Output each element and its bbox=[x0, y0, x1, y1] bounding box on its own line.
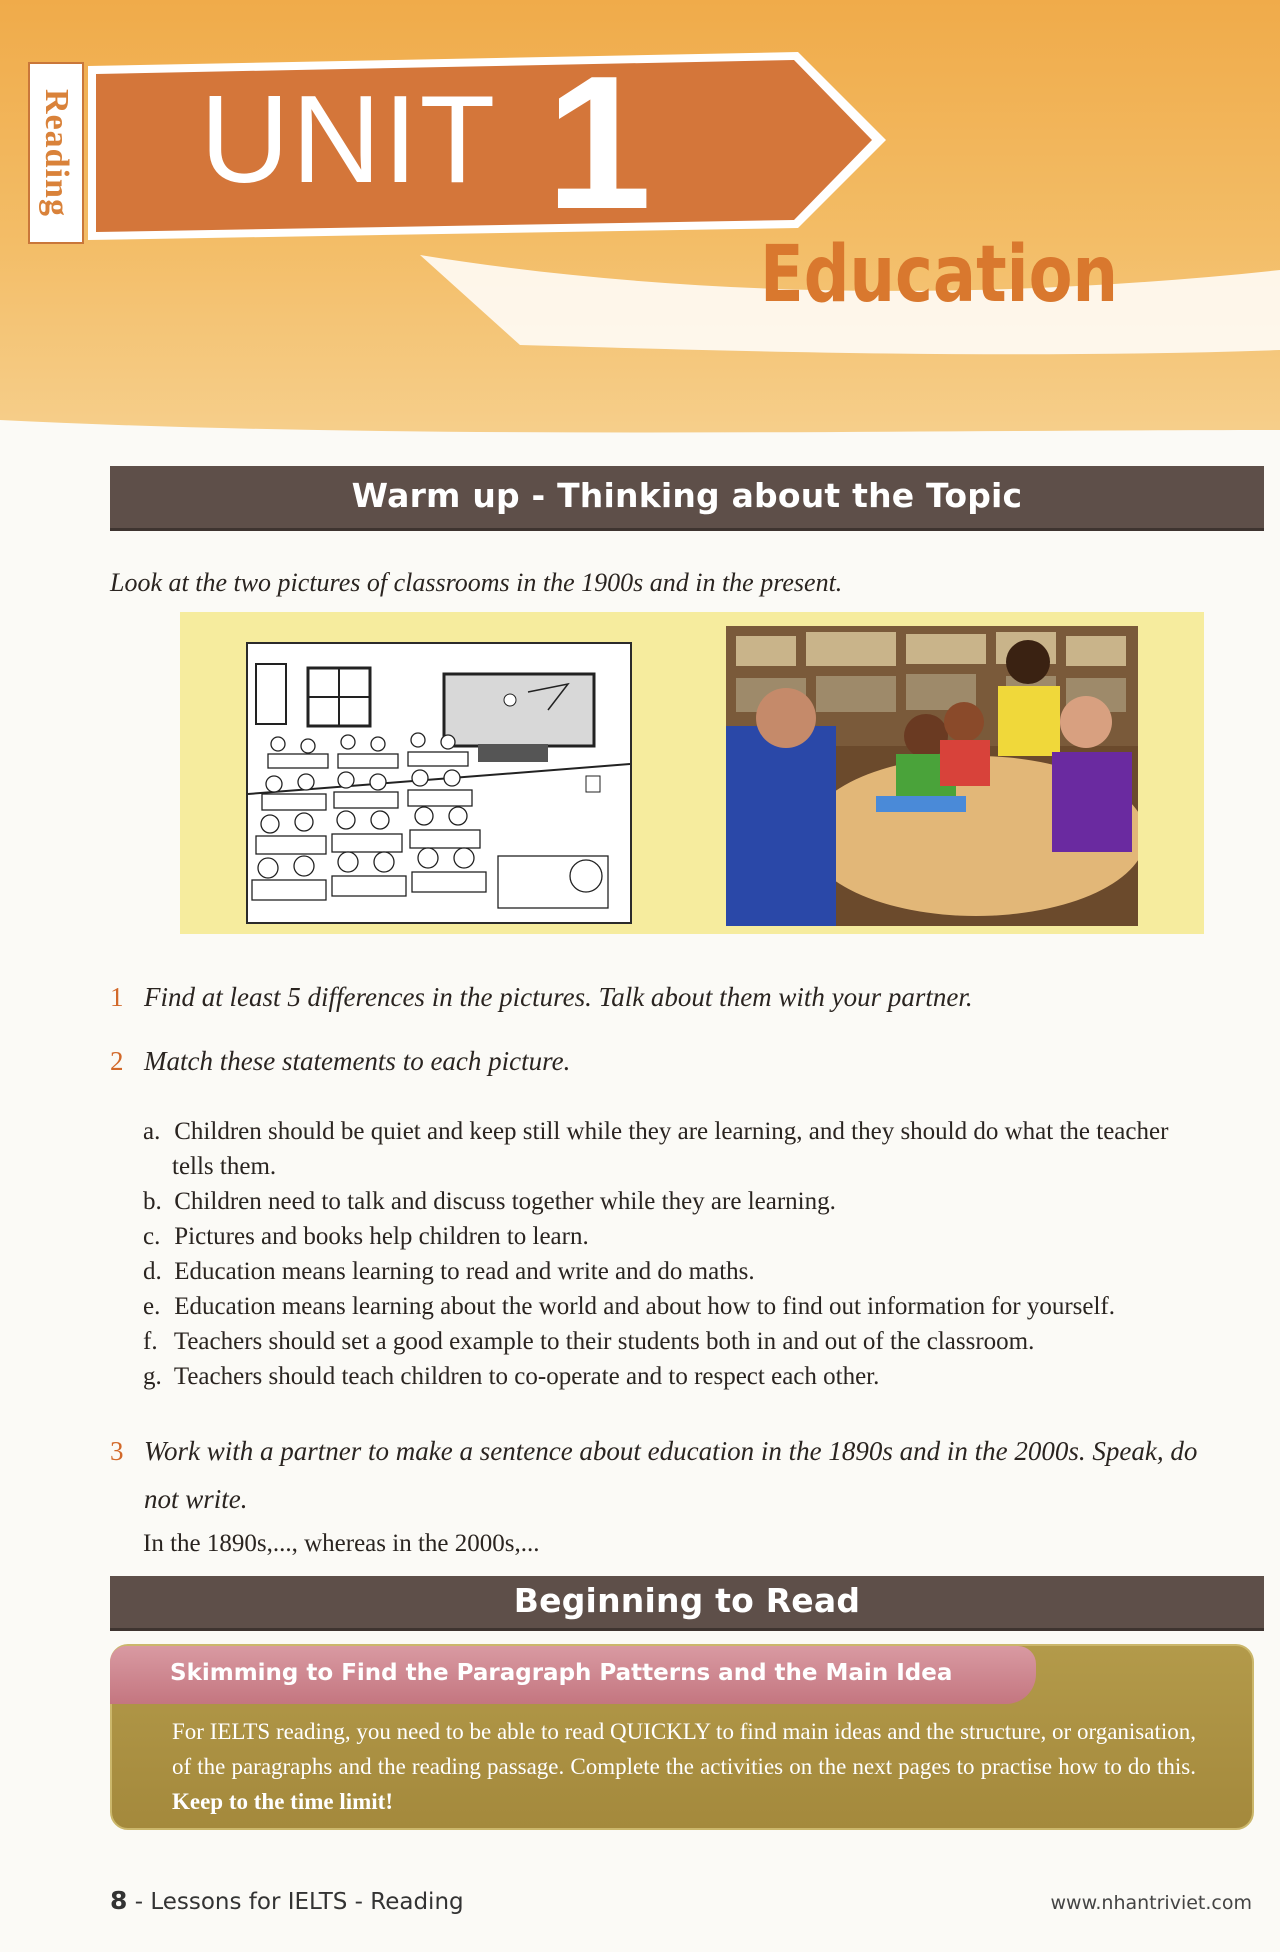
statement-letter: d. bbox=[143, 1258, 162, 1285]
skimming-tip-body bbox=[172, 1714, 1196, 1819]
skimming-tip-title: Skimming to Find the Paragraph Patterns and the Main Idea bbox=[170, 1660, 953, 1686]
question-1 bbox=[110, 982, 973, 1013]
statement-text: Pictures and books help children to learn. bbox=[174, 1223, 589, 1250]
question-text: Work with a partner to make a sentence about education in the 1890s and in the 2000s. Speak, do bbox=[144, 1436, 1198, 1466]
statement-item bbox=[143, 1324, 1233, 1359]
statement-text: Education means learning about the world and about how to find out information for yourself. bbox=[174, 1293, 1115, 1320]
unit-number: 1 bbox=[546, 37, 652, 249]
statement-list bbox=[143, 1114, 1233, 1394]
classroom-present-photo bbox=[726, 626, 1138, 926]
beginning-heading: Beginning to Read bbox=[513, 1581, 861, 1620]
question-number: 3 bbox=[110, 1436, 124, 1466]
statement-text: Teachers should teach children to co-operate and to respect each other. bbox=[173, 1363, 880, 1390]
statement-item bbox=[143, 1114, 1233, 1184]
question-3 bbox=[110, 1436, 1197, 1467]
beginning-heading-bar bbox=[110, 1576, 1264, 1631]
statement-item bbox=[143, 1359, 1233, 1394]
statement-text-continued: tells them. bbox=[172, 1153, 277, 1180]
skimming-tip-header bbox=[110, 1646, 1036, 1704]
statement-item bbox=[143, 1289, 1233, 1324]
statement-item bbox=[143, 1219, 1233, 1254]
question-3-continued bbox=[144, 1484, 248, 1515]
statement-text: Teachers should set a good example to their students both in and out of the classroom. bbox=[173, 1328, 1035, 1355]
question-number: 1 bbox=[110, 982, 124, 1012]
statement-text: Children should be quiet and keep still while they are learning, and they should do what the teacher bbox=[174, 1118, 1169, 1145]
book-title: - Lessons for IELTS - Reading bbox=[127, 1889, 464, 1915]
classroom-1900s-picture bbox=[246, 642, 632, 924]
warmup-heading: Warm up - Thinking about the Topic bbox=[351, 476, 1023, 515]
statement-letter: e. bbox=[143, 1293, 161, 1320]
statement-text: Education means learning to read and write and do maths. bbox=[174, 1258, 755, 1285]
question-text-continued: not write. bbox=[144, 1484, 248, 1514]
reading-tab-label: Reading bbox=[38, 89, 75, 217]
page-number: 8 bbox=[110, 1886, 128, 1915]
question-2 bbox=[110, 1046, 570, 1077]
warmup-intro: Look at the two pictures of classrooms in the 1900s and in the present. bbox=[110, 568, 843, 597]
skimming-tip-emphasis: Keep to the time limit! bbox=[172, 1789, 393, 1814]
statement-letter: f. bbox=[143, 1328, 158, 1355]
question-number: 2 bbox=[110, 1046, 124, 1076]
skimming-tip-text: For IELTS reading, you need to be able to read QUICKLY to find main ideas and the structure, or organisation, of the paragraphs and the reading passage. Complete the activities on the next pages to practise how to do this. bbox=[172, 1719, 1196, 1779]
statement-text: Children need to talk and discuss together while they are learning. bbox=[174, 1188, 836, 1215]
statement-item bbox=[143, 1254, 1233, 1289]
reading-section-tab bbox=[28, 62, 84, 244]
unit-label: UNIT bbox=[200, 71, 498, 209]
statement-letter: b. bbox=[143, 1188, 162, 1215]
statement-item bbox=[143, 1184, 1233, 1219]
statement-letter: c. bbox=[143, 1223, 161, 1250]
publisher-website: www.nhantriviet.com bbox=[1050, 1892, 1252, 1914]
unit-header bbox=[0, 0, 1280, 440]
warmup-heading-bar bbox=[110, 466, 1264, 531]
example-sentence-frame: In the 1890s,..., whereas in the 2000s,... bbox=[143, 1530, 540, 1557]
classroom-pictures-panel bbox=[180, 612, 1204, 934]
page-footer bbox=[110, 1886, 464, 1915]
statement-letter: g. bbox=[143, 1363, 162, 1390]
statement-letter: a. bbox=[143, 1118, 161, 1145]
unit-title: Education bbox=[760, 230, 1119, 320]
question-text: Find at least 5 differences in the pictures. Talk about them with your partner. bbox=[144, 982, 973, 1012]
question-text: Match these statements to each picture. bbox=[144, 1046, 571, 1076]
